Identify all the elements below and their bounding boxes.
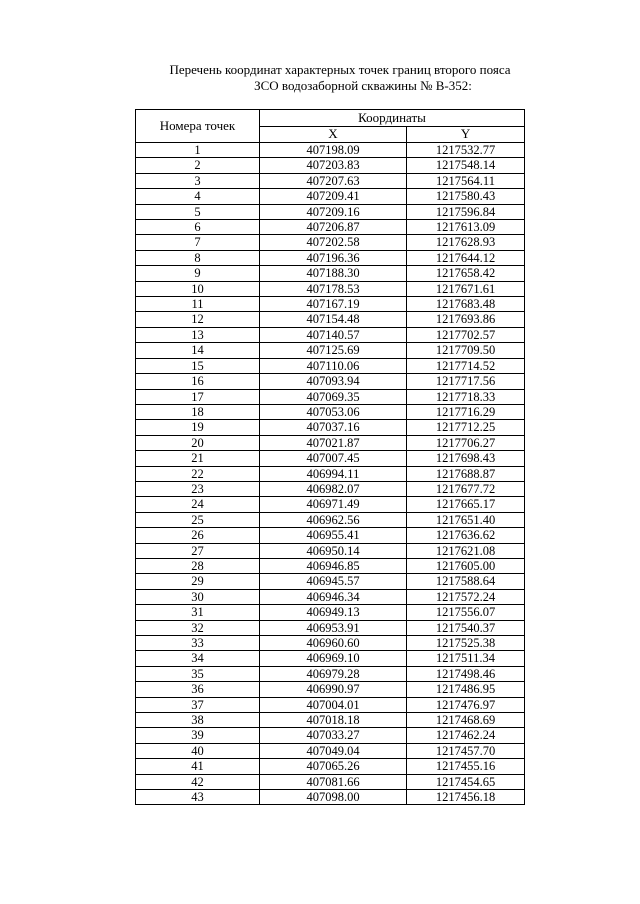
x-coordinate-cell: 407004.01 — [260, 697, 407, 712]
x-coordinate-cell: 407049.04 — [260, 743, 407, 758]
x-coordinate-cell: 407178.53 — [260, 281, 407, 296]
point-number-cell: 37 — [136, 697, 260, 712]
y-coordinate-cell: 1217718.33 — [407, 389, 525, 404]
x-coordinate-cell: 407021.87 — [260, 435, 407, 450]
y-coordinate-cell: 1217628.93 — [407, 235, 525, 250]
x-coordinate-cell: 407110.06 — [260, 358, 407, 373]
y-coordinate-cell: 1217683.48 — [407, 297, 525, 312]
point-number-cell: 31 — [136, 605, 260, 620]
x-coordinate-cell: 406946.34 — [260, 589, 407, 604]
point-number-cell: 24 — [136, 497, 260, 512]
x-coordinate-cell: 407081.66 — [260, 774, 407, 789]
y-coordinate-cell: 1217540.37 — [407, 620, 525, 635]
y-coordinate-cell: 1217658.42 — [407, 266, 525, 281]
x-coordinate-cell: 407206.87 — [260, 220, 407, 235]
y-coordinate-cell: 1217693.86 — [407, 312, 525, 327]
table-row — [136, 266, 525, 281]
x-coordinate-cell: 407198.09 — [260, 143, 407, 158]
point-number-cell: 42 — [136, 774, 260, 789]
y-coordinate-cell: 1217525.38 — [407, 636, 525, 651]
y-coordinate-cell: 1217671.61 — [407, 281, 525, 296]
x-coordinate-cell: 407209.16 — [260, 204, 407, 219]
point-number-cell: 7 — [136, 235, 260, 250]
y-coordinate-cell: 1217688.87 — [407, 466, 525, 481]
x-coordinate-cell: 407007.45 — [260, 451, 407, 466]
table-row — [136, 682, 525, 697]
x-coordinate-cell: 407065.26 — [260, 759, 407, 774]
point-number-cell: 38 — [136, 713, 260, 728]
y-coordinate-cell: 1217455.16 — [407, 759, 525, 774]
x-coordinate-cell: 407069.35 — [260, 389, 407, 404]
y-coordinate-cell: 1217486.95 — [407, 682, 525, 697]
table-row — [136, 790, 525, 805]
y-coordinate-cell: 1217698.43 — [407, 451, 525, 466]
table-row — [136, 297, 525, 312]
point-number-cell: 6 — [136, 220, 260, 235]
table-row — [136, 235, 525, 250]
x-coordinate-cell: 406979.28 — [260, 666, 407, 681]
y-coordinate-cell: 1217572.24 — [407, 589, 525, 604]
table-row — [136, 250, 525, 265]
header-coordinates: Координаты — [260, 110, 525, 127]
table-row — [136, 666, 525, 681]
point-number-cell: 11 — [136, 297, 260, 312]
table-row — [136, 605, 525, 620]
point-number-cell: 9 — [136, 266, 260, 281]
x-coordinate-cell: 406945.57 — [260, 574, 407, 589]
point-number-cell: 5 — [136, 204, 260, 219]
table-row — [136, 497, 525, 512]
x-coordinate-cell: 407167.19 — [260, 297, 407, 312]
coordinates-table — [135, 109, 525, 805]
x-coordinate-cell: 406990.97 — [260, 682, 407, 697]
y-coordinate-cell: 1217564.11 — [407, 173, 525, 188]
table-row — [136, 204, 525, 219]
table-row — [136, 435, 525, 450]
x-coordinate-cell: 407037.16 — [260, 420, 407, 435]
y-coordinate-cell: 1217714.52 — [407, 358, 525, 373]
point-number-cell: 34 — [136, 651, 260, 666]
table-row — [136, 143, 525, 158]
y-coordinate-cell: 1217476.97 — [407, 697, 525, 712]
table-row — [136, 697, 525, 712]
x-coordinate-cell: 406969.10 — [260, 651, 407, 666]
x-coordinate-cell: 407188.30 — [260, 266, 407, 281]
y-coordinate-cell: 1217462.24 — [407, 728, 525, 743]
table-row — [136, 389, 525, 404]
table-row — [136, 759, 525, 774]
y-coordinate-cell: 1217548.14 — [407, 158, 525, 173]
x-coordinate-cell: 406950.14 — [260, 543, 407, 558]
x-coordinate-cell: 407140.57 — [260, 327, 407, 342]
point-number-cell: 32 — [136, 620, 260, 635]
point-number-cell: 23 — [136, 481, 260, 496]
table-row — [136, 528, 525, 543]
x-coordinate-cell: 406953.91 — [260, 620, 407, 635]
point-number-cell: 14 — [136, 343, 260, 358]
table-row — [136, 327, 525, 342]
y-coordinate-cell: 1217454.65 — [407, 774, 525, 789]
table-row — [136, 512, 525, 527]
x-coordinate-cell: 406982.07 — [260, 481, 407, 496]
header-y: Y — [407, 126, 525, 143]
y-coordinate-cell: 1217532.77 — [407, 143, 525, 158]
point-number-cell: 8 — [136, 250, 260, 265]
y-coordinate-cell: 1217712.25 — [407, 420, 525, 435]
x-coordinate-cell: 407093.94 — [260, 374, 407, 389]
table-row — [136, 173, 525, 188]
y-coordinate-cell: 1217605.00 — [407, 558, 525, 573]
point-number-cell: 20 — [136, 435, 260, 450]
y-coordinate-cell: 1217457.70 — [407, 743, 525, 758]
point-number-cell: 19 — [136, 420, 260, 435]
point-number-cell: 17 — [136, 389, 260, 404]
table-row — [136, 713, 525, 728]
point-number-cell: 43 — [136, 790, 260, 805]
y-coordinate-cell: 1217677.72 — [407, 481, 525, 496]
table-row — [136, 189, 525, 204]
header-x: X — [260, 126, 407, 143]
point-number-cell: 15 — [136, 358, 260, 373]
table-row — [136, 404, 525, 419]
table-row — [136, 466, 525, 481]
y-coordinate-cell: 1217556.07 — [407, 605, 525, 620]
table-row — [136, 589, 525, 604]
point-number-cell: 25 — [136, 512, 260, 527]
table-row — [136, 343, 525, 358]
point-number-cell: 1 — [136, 143, 260, 158]
x-coordinate-cell: 406960.60 — [260, 636, 407, 651]
y-coordinate-cell: 1217498.46 — [407, 666, 525, 681]
table-row — [136, 158, 525, 173]
point-number-cell: 18 — [136, 404, 260, 419]
point-number-cell: 12 — [136, 312, 260, 327]
y-coordinate-cell: 1217456.18 — [407, 790, 525, 805]
table-row — [136, 558, 525, 573]
x-coordinate-cell: 407203.83 — [260, 158, 407, 173]
header-point-numbers: Номера точек — [136, 110, 260, 143]
point-number-cell: 30 — [136, 589, 260, 604]
table-row — [136, 774, 525, 789]
point-number-cell: 13 — [136, 327, 260, 342]
x-coordinate-cell: 406955.41 — [260, 528, 407, 543]
y-coordinate-cell: 1217716.29 — [407, 404, 525, 419]
point-number-cell: 41 — [136, 759, 260, 774]
title-line-1: Перечень координат характерных точек границ второго пояса — [169, 62, 511, 77]
point-number-cell: 21 — [136, 451, 260, 466]
point-number-cell: 4 — [136, 189, 260, 204]
x-coordinate-cell: 407098.00 — [260, 790, 407, 805]
x-coordinate-cell: 406994.11 — [260, 466, 407, 481]
x-coordinate-cell: 407018.18 — [260, 713, 407, 728]
point-number-cell: 2 — [136, 158, 260, 173]
x-coordinate-cell: 406949.13 — [260, 605, 407, 620]
x-coordinate-cell: 406946.85 — [260, 558, 407, 573]
point-number-cell: 3 — [136, 173, 260, 188]
title-line-2: ЗСО водозаборной скважины № В-352: — [254, 78, 472, 93]
point-number-cell: 35 — [136, 666, 260, 681]
point-number-cell: 16 — [136, 374, 260, 389]
y-coordinate-cell: 1217511.34 — [407, 651, 525, 666]
table-row — [136, 728, 525, 743]
table-row — [136, 481, 525, 496]
y-coordinate-cell: 1217644.12 — [407, 250, 525, 265]
table-row — [136, 281, 525, 296]
y-coordinate-cell: 1217709.50 — [407, 343, 525, 358]
x-coordinate-cell: 407154.48 — [260, 312, 407, 327]
table-row — [136, 743, 525, 758]
table-row — [136, 451, 525, 466]
table-row — [136, 374, 525, 389]
x-coordinate-cell: 407196.36 — [260, 250, 407, 265]
y-coordinate-cell: 1217621.08 — [407, 543, 525, 558]
point-number-cell: 33 — [136, 636, 260, 651]
y-coordinate-cell: 1217665.17 — [407, 497, 525, 512]
y-coordinate-cell: 1217613.09 — [407, 220, 525, 235]
y-coordinate-cell: 1217702.57 — [407, 327, 525, 342]
point-number-cell: 36 — [136, 682, 260, 697]
point-number-cell: 39 — [136, 728, 260, 743]
table-row — [136, 574, 525, 589]
x-coordinate-cell: 407202.58 — [260, 235, 407, 250]
table-row — [136, 420, 525, 435]
table-row — [136, 220, 525, 235]
y-coordinate-cell: 1217580.43 — [407, 189, 525, 204]
table-row — [136, 636, 525, 651]
x-coordinate-cell: 407033.27 — [260, 728, 407, 743]
x-coordinate-cell: 407209.41 — [260, 189, 407, 204]
point-number-cell: 27 — [136, 543, 260, 558]
point-number-cell: 29 — [136, 574, 260, 589]
y-coordinate-cell: 1217717.56 — [407, 374, 525, 389]
y-coordinate-cell: 1217651.40 — [407, 512, 525, 527]
table-body — [136, 143, 525, 805]
table-row — [136, 543, 525, 558]
table-row — [136, 312, 525, 327]
y-coordinate-cell: 1217588.64 — [407, 574, 525, 589]
x-coordinate-cell: 406962.56 — [260, 512, 407, 527]
document-title — [0, 62, 640, 94]
x-coordinate-cell: 407207.63 — [260, 173, 407, 188]
table-row — [136, 620, 525, 635]
point-number-cell: 10 — [136, 281, 260, 296]
point-number-cell: 22 — [136, 466, 260, 481]
y-coordinate-cell: 1217636.62 — [407, 528, 525, 543]
y-coordinate-cell: 1217706.27 — [407, 435, 525, 450]
table-row — [136, 358, 525, 373]
x-coordinate-cell: 407125.69 — [260, 343, 407, 358]
y-coordinate-cell: 1217596.84 — [407, 204, 525, 219]
point-number-cell: 26 — [136, 528, 260, 543]
point-number-cell: 40 — [136, 743, 260, 758]
table-row — [136, 651, 525, 666]
y-coordinate-cell: 1217468.69 — [407, 713, 525, 728]
point-number-cell: 28 — [136, 558, 260, 573]
x-coordinate-cell: 407053.06 — [260, 404, 407, 419]
x-coordinate-cell: 406971.49 — [260, 497, 407, 512]
